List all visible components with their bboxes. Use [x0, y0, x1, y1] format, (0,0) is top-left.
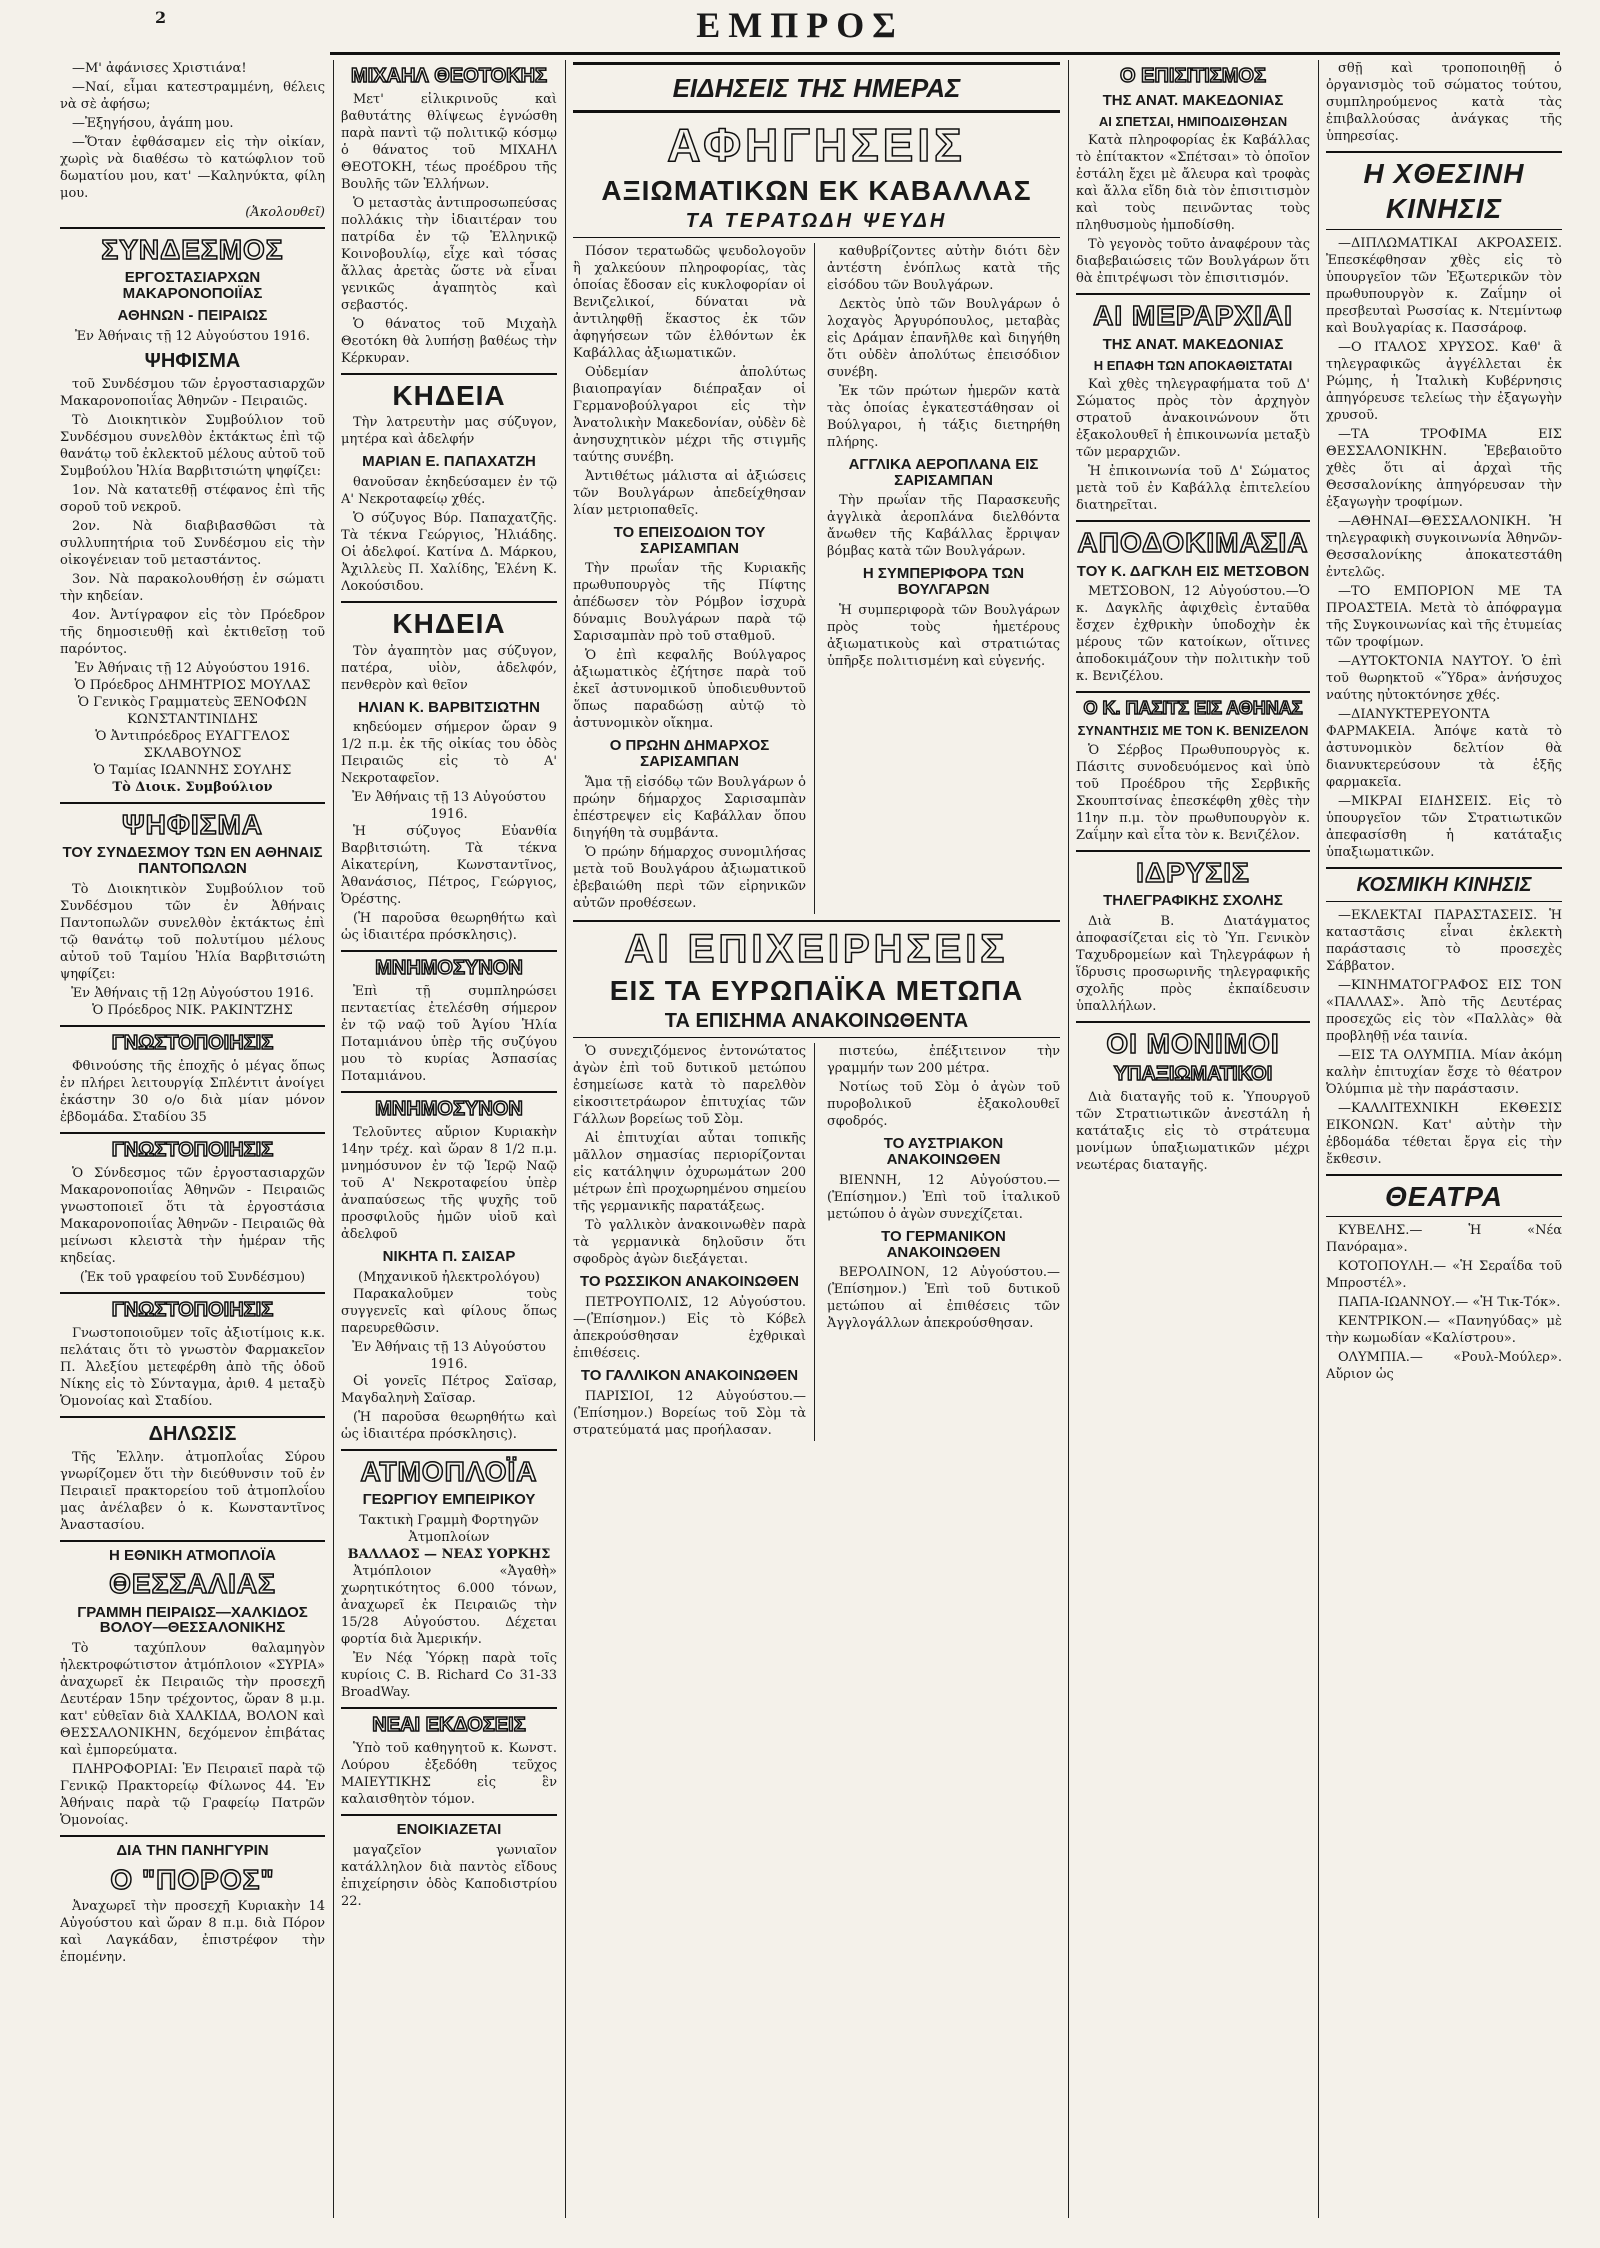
divider — [1326, 229, 1562, 230]
war-paragraph: πιστεύω, ἐπέξιτεινον τὴν γραμμήν των 200 μέτρα. — [827, 1044, 1060, 1077]
ethniki-body: Τὸ ταχύπλουν θαλαμηγὸν ἠλεκτροφώτιστον ἀτμόπλοιον «ΣΥΡΙΑ» ἀναχωρεῖ ἐκ Πειραιῶς τὴν προσεχῆ Δευτέραν 15ην τρέχοντος, ὥραν 8 μ.μ. κατ' εὐθεῖαν διὰ ΧΑΛΚΙΔΑ, ΒΟΛΟΝ καὶ ΘΕΣΣΑΛΟΝΙΚΗΝ, δεχόμενον ἐπιβάτας καὶ ἐμπορεύματα. — [60, 1641, 325, 1759]
divider — [60, 1025, 325, 1027]
divider — [341, 601, 557, 603]
story-paragraph: Τὴν πρωΐαν τῆς Παρασκευῆς ἀγγλικὰ ἀεροπλάνα διελθόντα ἄνωθεν τῆς Καβάλλας ἔρριψαν βόμβας κατὰ τῶν Βουλγάρων. — [827, 493, 1060, 560]
kinisis-item: —ΑΥΤΟΚΤΟΝΙΑ ΝΑΥΤΟΥ. Ὁ ἐπὶ τοῦ θωρηκτοῦ «Ὕδρα» ἀνήσυχος ναύτης ηὐτοκτόνησε χθές. — [1326, 653, 1562, 703]
theatra-item: ΠΑΠΑ-ΙΩΑΝΝΟΥ.— «Ἡ Τικ-Τόκ». — [1338, 1295, 1561, 1311]
kinisis-item: —ΤΑ ΤΡΟΦΙΜΑ ΕΙΣ ΘΕΣΣΑΛΟΝΙΚΗΝ. Ἐβεβαιοῦτο χθὲς ὅτι αἱ ἀρχαὶ τῆς Θεσσαλονίκης ἀπηγόρευσαν τὴν ἐξαγωγὴν τροφίμων. — [1326, 426, 1562, 510]
subheading-aeroplana: ΑΓΓΛΙΚΑ ΑΕΡΟΠΛΑΝΑ ΕΙΣ ΣΑΡΙΣΑΜΠΑΝ — [848, 455, 1039, 489]
center-columns — [573, 60, 1060, 2218]
psifisma2-date: Ἐν Ἀθήναις τῇ 12ῃ Αὐγούστου 1916. — [71, 985, 314, 1001]
war-right-story — [827, 1043, 1060, 1441]
divider — [60, 1292, 325, 1294]
subheading-french: ΤΟ ΓΑΛΛΙΚΟΝ ΑΝΑΚΟΙΝΩΘΕΝ — [580, 1367, 799, 1385]
war-paragraph: Τὸ γαλλικὸν ἀνακοινωθὲν παρὰ τὰ γερμανικὰ δηλοῦσιν ὅτι σφοδρὸς ἀγὼν διεξάγεται. — [573, 1218, 806, 1268]
psifisma2-subtitle: ΤΟΥ ΣΥΝΔΕΣΜΟΥ ΤΩΝ ΕΝ ΑΘΗΝΑΙΣ ΠΑΝΤΟΠΩΛΩΝ — [62, 844, 323, 877]
syndesmos-body: τοῦ Συνδέσμου τῶν ἐργοστασιαρχῶν Μακαρονοποιΐας Ἀθηνῶν - Πειραιῶς. — [60, 376, 325, 409]
divider — [341, 373, 557, 375]
divider — [60, 1416, 325, 1418]
ethniki-info: ΠΛΗΡΟΦΟΡΙΑΙ: Ἐν Πειραιεῖ παρὰ τῷ Γενικῷ Πρακτορείῳ Φίλωνος 44. Ἐν Ἀθήναις παρὰ τῷ Γραφείῳ Πατρῶν Ὁμονοίας. — [60, 1762, 325, 1829]
kinisis-title: Η ΧΘΕΣΙΝΗ — [1363, 158, 1525, 189]
epistratismos-body: Τὸ γεγονὸς τοῦτο ἀναφέρουν τὰς διαβεβαιώσεις τῶν Βουλγάρων ὅτι θὰ ἐπιτρέψωσι τὸν ἐπισιτισμόν. — [1076, 237, 1310, 287]
serial-continued: (Ἀκολουθεῖ) — [245, 205, 325, 220]
kideia2-title: ΚΗΔΕΙΑ — [392, 608, 506, 640]
center-story-columns — [573, 243, 1060, 914]
kideia2-body: κηδεύομεν σήμερον ὥραν 9 1/2 π.μ. ἐκ τῆς οἰκίας του ὁδὸς Πειραιῶς εἰς τὸ Α' Νεκροταφεῖον. — [341, 720, 557, 787]
kideia2-mourners: Ἡ σύζυγος Εὐανθία Βαρβιτσιώτη. Τὰ τέκνα Αἰκατερίνη, Κωνσταντῖνος, Ἀθανάσιος, Πέτρος, Γεώργιος, Ὀρέστης. — [341, 824, 557, 908]
kideia1-name: ΜΑΡΙΑΝ Ε. ΠΑΠΑΧΑΤΖΗ — [362, 453, 536, 471]
war-paragraph: Νοτίως τοῦ Σὸμ ὁ ἀγὼν τοῦ πυροβολικοῦ ἐξακολουθεῖ σφοδρός. — [827, 1080, 1060, 1130]
story-paragraph: Δεκτὸς ὑπὸ τῶν Βουλγάρων ὁ λοχαγὸς Ἀργυρόπουλος, μεταβὰς εἰς Δράμαν ἐπανῆλθε καὶ διηγήθη ὅτι οὐδὲν ἀπολύτως ἐπεισόδιον συνέβη. — [827, 296, 1060, 380]
center-left-story — [573, 243, 815, 914]
idrysis-title2: ΤΗΛΕΓΡΑΦΙΚΗΣ ΣΧΟΛΗΣ — [1103, 892, 1283, 910]
war-subheadline: ΤΑ ΕΠΙΣΗΜΑ ΑΝΑΚΟΙΝΩΘΕΝΤΑ — [664, 1010, 969, 1033]
column-rule — [1068, 60, 1069, 2218]
kideia1-mourners: Ὁ σύζυγος Βύρ. Παπαχατζῆς. Τὰ τέκνα Γεώργιος, Ἠλιάδης. Οἱ ἀδελφοί. Κατίνα Δ. Μάρκου, Ἀχιλλεὺς Π. Χαλίδης, Ἑλένη Κ. Λοκούσιδου. — [341, 511, 557, 595]
neai-body: Ὑπὸ τοῦ καθηγητοῦ κ. Κωνστ. Λούρου ἐξεδόθη τεῦχος ΜΑΙΕΥΤΙΚΗΣ εἰς ἓν καλαισθητὸν τόμον. — [341, 1741, 557, 1808]
divider — [1076, 691, 1310, 693]
serial-line: —Μ' ἀφάνισες Χριστιάνα! — [72, 61, 247, 76]
syndesmos-signature: Ὁ Ταμίας ΙΩΑΝΝΗΣ ΣΟΥΛΗΣ — [93, 762, 292, 778]
monimoi-title2: ΥΠΑΞΙΩΜΑΤΙΚΟΙ — [1113, 1063, 1273, 1086]
story-paragraph: καθυβρίζοντες αὐτὴν διότι δὲν ἀντέστη ἐνόπλως κατὰ τῆς εἰσόδου τῶν Βουλγάρων. — [827, 243, 1060, 293]
divider — [341, 1449, 557, 1451]
divider — [60, 1132, 325, 1134]
subheading-sarisamban: ΤΟ ΕΠΕΙΣΟΔΙΟΝ ΤΟΥ ΣΑΡΙΣΑΜΠΑΝ — [613, 523, 766, 557]
syndesmos-body: 2ον. Νὰ διαβιβασθῶσι τὰ συλλυπητήρια τοῦ Συνδέσμου εἰς τὴν οἰκογένειαν τοῦ μεταστάντος. — [60, 518, 325, 568]
theotokis-body: Μετ' εἰλικρινοῦς καὶ βαθυτάτης θλίψεως ἐγνώσθη παρὰ παντὶ τῷ πολιτικῷ κόσμῳ ὁ θάνατος τοῦ ΜΙΧΑΗΛ ΘΕΟΤΟΚΗ, τέως προέδρου τῆς Βουλῆς τῶν Ἑλλήνων. — [341, 92, 557, 192]
theatra-title: ΘΕΑΤΡΑ — [1384, 1180, 1504, 1212]
divider — [1326, 151, 1562, 153]
atmoploia-route: ΒΑΛΛΑΟΣ — ΝΕΑΣ ΥΟΡΚΗΣ — [347, 1547, 551, 1563]
atmoploia-info: Ἐν Νέᾳ Ὑόρκῃ παρὰ τοῖς κυρίοις C. B. Richard Co 31-33 BroadWay. — [341, 1651, 557, 1701]
story-paragraph: Ὁ ἐπὶ κεφαλῆς Βούλγαρος ἀξιωματικὸς ἐζήτησε παρὰ τοῦ ἐκεῖ ἀστυνομικοῦ ὑποδιευθυντοῦ ὅπως παραδώσῃ αὐτῷ τὸ ἀστυνομικὸν οἴκημα. — [573, 648, 806, 732]
theatra-item: ΚΟΤΟΠΟΥΛΗ.— «Ἡ Σεραΐδα τοῦ Μπροστέλ». — [1326, 1259, 1562, 1292]
gnostopoiisis1-title: ΓΝΩΣΤΟΠΟΙΗΣΙΣ — [111, 1031, 274, 1054]
enoikiazetai-body: μαγαζεῖον γωνιαῖον κατάλληλον διὰ παντὸς εἴδους ἐπιχείρησιν ὁδὸς Καποδιστρίου 22. — [341, 1842, 557, 1909]
pasitis-body: Ὁ Σέρβος Πρωθυπουργὸς κ. Πάσιτς συνοδευόμενος καὶ ὑπὸ τοῦ Προέδρου τῆς Σερβικῆς Σκουπτσίνας ἐπεσκέφθη χθὲς τὴν 11ην π.μ. τὸν πρωθυπουργὸν κ. Ζαΐμην καὶ εἶτα τὸν κ. Βενιζέλον. — [1076, 742, 1310, 843]
serial-line: —Ἐξηγήσου, ἀγάπη μου. — [72, 116, 234, 131]
divider — [341, 1091, 557, 1093]
gnostopoiisis3-body: Γνωστοποιοῦμεν τοῖς ἀξιοτίμοις κ.κ. πελάταις ὅτι τὸ γνωστὸν Φαρμακεῖον Π. Ἀλεξίου μετεφέρθη ἀπὸ τῆς ὁδοῦ Νίκης εἰς τὸ Σύνταγμα, ἀριθ. 4 μεταξὺ Ὁμονοίας καὶ Σταδίου. — [60, 1325, 325, 1409]
column-2 — [341, 60, 557, 2218]
serial-line: —Ὅταν ἐφθάσαμεν εἰς τὴν οἰκίαν, χωρὶς νὰ διαθέσω τὸ κατώφλιον τοῦ δωματίου μου, κατ' —Καληνύκτα, φίλη μου. — [60, 135, 325, 201]
divider — [573, 237, 1060, 238]
divider — [60, 802, 325, 804]
apodokimasia-sub: ΤΟΥ Κ. ΔΑΓΚΛΗ ΕΙΣ ΜΕΤΣΟΒΟΝ — [1076, 562, 1310, 580]
kinisis-item: —ΜΙΚΡΑΙ ΕΙΔΗΣΕΙΣ. Εἰς τὸ ὑπουργεῖον τῶν Στρατιωτικῶν ἀπεφασίσθη ἡ κατάταξις ὑπαξιωματικῶν. — [1326, 793, 1562, 860]
divider — [60, 227, 325, 229]
atmoploia-line: Τακτικὴ Γραμμὴ Φορτηγῶν Ἀτμοπλοίων — [359, 1513, 539, 1546]
syndesmos-body: 4ον. Ἀντίγραφον εἰς τὸν Πρόεδρον τῆς δημοσιευθῇ καὶ ἐκτιθεῖσῃ τοῦ παρόντος. — [60, 607, 325, 657]
mnimosynon2-title: ΜΝΗΜΟΣΥΝΟΝ — [375, 1098, 523, 1121]
dilosis-title: ΔΗΛΩΣΙΣ — [148, 1422, 237, 1445]
divider — [1326, 867, 1562, 869]
subheading-dimarchos: Ο ΠΡΩΗΝ ΔΗΜΑΡΧΟΣ ΣΑΡΙΣΑΜΠΑΝ — [609, 737, 770, 771]
headline-1: ΑΦΗΓΗΣΕΙΣ — [667, 119, 966, 172]
subheading-symperifora: Η ΣΥΜΠΕΡΙΦΟΡΑ ΤΩΝ ΒΟΥΛΓΑΡΩΝ — [862, 565, 1025, 599]
mnimosynon2-body2: Παρακαλοῦμεν τοὺς συγγενεῖς καὶ φίλους ὅπως παρευρεθῶσιν. — [341, 1287, 557, 1337]
war-paragraph: ΠΑΡΙΣΙΟΙ, 12 Αὐγούστου.—(Ἐπίσημον.) Βορείως τοῦ Σὸμ τὰ στρατεύματά μας προήλασαν. — [573, 1388, 806, 1438]
kideia2-intro: Τὸν ἀγαπητὸν μας σύζυγον, πατέρα, υἱὸν, ἀδελφόν, πενθερὸν καὶ θεῖον — [341, 643, 557, 693]
war-story-columns — [573, 1043, 1060, 1441]
page-number: 2 — [155, 8, 167, 27]
story-paragraph: Ἡ συμπεριφορὰ τῶν Βουλγάρων πρὸς τοὺς ἡμετέρους ἀξιωματικοὺς καὶ στρατιώτας ὑπῆρξε πολιτισμένη καὶ εὐγενής. — [827, 602, 1060, 669]
headline-2: ΑΞΙΩΜΑΤΙΚΩΝ ΕΚ ΚΑΒΑΛΛΑΣ — [601, 174, 1032, 206]
column-rule — [565, 60, 566, 2218]
psifisma2-body: Τὸ Διοικητικὸν Συμβούλιον τοῦ Συνδέσμου τῶν ἐν Ἀθήναις Παντοπωλῶν συνελθὸν ἐκτάκτως ἐπὶ τῷ θανάτῳ τοῦ πολυτίμου μέλους αὐτοῦ τοῦ Ταμίου Ἠλία Βαρβιτσιώτη ψηφίζει: — [60, 881, 325, 982]
syndesmos-date: Ἐν Ἀθήναις τῇ 12 Αὐγούστου 1916. — [74, 328, 311, 344]
divider — [573, 1037, 1060, 1038]
story-paragraph: Οὐδεμίαν ἀπολύτως βιαιοπραγίαν διέπραξαν οἱ Γερμανοβούλγαροι εἰς τὴν Ἀνατολικὴν Μακεδονίαν, οὐδὲν δὲ ἀνησυχητικὸν μέχρι τῆς στιγμῆς ταύτης συνέβη. — [573, 364, 806, 465]
theatra-item: ΚΕΝΤΡΙΚΟΝ.— «Πανηγύδας» μὲ τὴν κωμωδίαν «Καλίστρου». — [1326, 1314, 1562, 1347]
masthead-title: ΕΜΠΡΟΣ — [696, 5, 904, 45]
mnimosynon1-body: Ἐπὶ τῇ συμπληρώσει πενταετίας ἐτελέσθη σήμερον ἐν τῷ ναῷ τοῦ Ἁγίου Ἠλία Ποταμιάνου ὑπὲρ τῆς συζύγου μου τὸ κυρίας Ἀσπασίας Ποταμιάνου. — [341, 984, 557, 1085]
column-rule — [1318, 60, 1319, 2218]
epistratismos-sub: ΑΙ ΣΠΕΤΣΑΙ, ΗΜΙΠΟΔΙΣΘΗΣΑΝ — [1098, 113, 1288, 129]
kideia1-intro: Τὴν λατρευτὴν μας σύζυγον, μητέρα καὶ ἀδελφήν — [341, 415, 557, 448]
poros-body: Ἀναχωρεῖ τὴν προσεχῆ Κυριακὴν 14 Αὐγούστου καὶ ὥραν 8 π.μ. διὰ Πόρον καὶ Λαγκάδαν, ἐπιστρέφον τὴν ἑπομένην. — [60, 1899, 325, 1966]
column-6 — [1326, 60, 1562, 2218]
kideia2-name: ΗΛΙΑΝ Κ. ΒΑΡΒΙΤΣΙΩΤΗΝ — [358, 698, 540, 716]
neai-title: ΝΕΑΙ ΕΚΔΟΣΕΙΣ — [372, 1714, 526, 1737]
kinisis-item: —ΔΙΑΝΥΚΤΕΡΕΥΟΝΤΑ ΦΑΡΜΑΚΕΙΑ. Ἀπόψε κατὰ τὸ ἀστυνομικὸν δελτίον θὰ διανυκτερεύσουν τὰ ἑξῆς φαρμακεῖα. — [1326, 706, 1562, 790]
kosmiki-title: ΚΟΣΜΙΚΗ ΚΙΝΗΣΙΣ — [1356, 873, 1532, 896]
theatra-item: ΟΛΥΜΠΙΑ.— «Ρουλ-Μούλερ». Αὔριον ὡς — [1326, 1350, 1562, 1383]
kosmiki-item: —ΕΚΛΕΚΤΑΙ ΠΑΡΑΣΤΑΣΕΙΣ. Ἡ καταστᾶσις εἶναι ἐκλεκτὴ παράστασις τὸ προσεχὲς Σάββατον. — [1326, 907, 1562, 974]
kideia2-date: Ἐν Ἀθήναις τῇ 13 Αὐγούστου 1916. — [352, 790, 546, 823]
merarchiai-body: Ἡ ἐπικοινωνία τοῦ Δ' Σώματος μετὰ τοῦ ἐν Καβάλλᾳ ἐπιτελείου διατηρεῖται. — [1076, 464, 1310, 514]
gnostopoiisis2-title: ΓΝΩΣΤΟΠΟΙΗΣΙΣ — [111, 1138, 274, 1161]
syndesmos-body: 3ον. Νὰ παρακολουθήσῃ ἐν σώματι τὴν κηδείαν. — [60, 571, 325, 604]
epistratismos-title2: ΤΗΣ ΑΝΑΤ. ΜΑΚΕΔΟΝΙΑΣ — [1102, 92, 1284, 109]
atmoploia-name: ΓΕΩΡΓΙΟΥ ΕΜΠΕΙΡΙΚΟΥ — [362, 1491, 536, 1509]
mnimosynon2-note: (Ἡ παροῦσα θεωρηθήτω καὶ ὡς ἰδιαιτέρα πρόσκλησις). — [341, 1410, 557, 1443]
column-5 — [1076, 60, 1310, 2218]
merarchiai-body: Καὶ χθὲς τηλεγραφήματα τοῦ Δ' Σώματος πρὸς τὸν ἀρχηγὸν στρατοῦ ἀνακοινώνουν ὅτι ἐξακολουθεῖ ἡ ἐπικοινωνία μεταξὺ τῶν μεραρχιῶν. — [1076, 377, 1310, 461]
headline-3: ΤΑ ΤΕΡΑΤΩΔΗ ΨΕΥΔΗ — [685, 209, 948, 232]
gnostopoiisis3-title: ΓΝΩΣΤΟΠΟΙΗΣΙΣ — [111, 1298, 274, 1321]
syndesmos-psifisma: ΨΗΦΙΣΜΑ — [144, 349, 241, 372]
kideia2-note: (Ἡ παροῦσα θεωρηθήτω καὶ ὡς ἰδιαιτέρα πρόσκλησις). — [341, 911, 557, 944]
kideia1-body: θανοῦσαν ἐκηδεύσαμεν ἐν τῷ Α' Νεκροταφείῳ χθές. — [341, 475, 557, 508]
subheading-russian: ΤΟ ΡΩΣΣΙΚΟΝ ΑΝΑΚΟΙΝΩΘΕΝ — [579, 1273, 800, 1291]
psifisma2-signature: Ὁ Πρόεδρος ΝΙΚ. ΡΑΚΙΝΤΖΗΣ — [92, 1002, 293, 1018]
divider — [341, 1814, 557, 1816]
column-1 — [60, 60, 325, 2218]
syndesmos-place: ΑΘΗΝΩΝ - ΠΕΙΡΑΙΩΣ — [117, 306, 268, 324]
news-banner-box — [573, 62, 1060, 113]
gnostopoiisis2-body: Ὁ Σύνδεσμος τῶν ἐργοστασιαρχῶν Μακαρονοποιΐας Ἀθηνῶν - Πειραιῶς γνωστοποιεῖ ὅτι τὰ ἐργοστάσια Μακαρονοποιΐας Ἀθηνῶν - Πειραιῶς θὰ μείνωσι κλειστὰ τὴν ἡμέραν τῆς κηδείας. — [60, 1165, 325, 1266]
ethniki-title: Η ΕΘΝΙΚΗ ΑΤΜΟΠΛΟΪΑ — [109, 1546, 276, 1564]
theotokis-body: Ὁ μεταστὰς ἀντιπροσωπεύσας πολλάκις τὴν ἰδιαιτέραν του πατρίδα ἐν τῷ Ἑλληνικῷ Κοινοβουλίῳ, εἶχε καὶ τόσας ἄλλας ἀρετὰς ὥστε νὰ εἶναι γενικῶς ἀγαπητὸς καὶ σεβαστός. — [341, 196, 557, 313]
pasitis-sub: ΣΥΝΑΝΤΗΣΙΣ ΜΕ ΤΟΝ Κ. ΒΕΝΙΖΕΛΟΝ — [1077, 723, 1309, 739]
syndesmos-date2: Ἐν Ἀθήναις τῇ 12 Αὐγούστου 1916. — [74, 660, 311, 676]
poros-name: Ο "ΠΟΡΟΣ" — [110, 1863, 275, 1895]
syndesmos-signature: Τὸ Διοικ. Συμβούλιον — [112, 779, 273, 795]
dilosis-body: Τῆς Ἑλλην. ἀτμοπλοΐας Σύρου γνωρίζομεν ὅτι τὴν διεύθυνσιν τοῦ ἐν Πειραιεῖ πρακτορείου τοῦ ἀτμοπλοΐου μας ἀνέλαβεν ὁ κ. Κωνσταντῖνος Ἀναστασίου. — [60, 1449, 325, 1533]
story-paragraph: Ἅμα τῇ εἰσόδῳ τῶν Βουλγάρων ὁ πρώην δήμαρχος Σαρισαμπὰν ἐπέστρεψεν εἰς Καβάλλαν ὅπου διηγήθη τὰ συμβάντα. — [573, 774, 806, 841]
syndesmos-subtitle: ΕΡΓΟΣΤΑΣΙΑΡΧΩΝ ΜΑΚΑΡΟΝΟΠΟΙΪΑΣ — [122, 269, 263, 303]
carryover-text: σθῇ καὶ τροποποιηθῇ ὁ ὀργανισμὸς τοῦ σώματος τούτου, συμπληρούμενος κατὰ τὰς ἐπιβαλλούσας ἀνάγκας τῆς ὑπηρεσίας. — [1326, 61, 1562, 144]
center-right-story — [827, 243, 1060, 914]
mnimosynon2-role: (Μηχανικοῦ ἠλεκτρολόγου) — [358, 1270, 540, 1286]
kinisis-item: —Ο ΙΤΑΛΟΣ ΧΡΥΣΟΣ. Καθ' ἃ τηλεγραφικῶς ἀγγέλλεται ἐκ Ρώμης, ἡ Ἰταλικὴ Κυβέρνησις ἀπηγόρευσε τελείως τὴν ἐξαγωγὴν χρυσοῦ. — [1326, 339, 1562, 423]
merarchiai-title2: ΤΗΣ ΑΝΑΤ. ΜΑΚΕΔΟΝΙΑΣ — [1102, 335, 1284, 353]
subheading-austrian: ΤΟ ΑΥΣΤΡΙΑΚΟΝ ΑΝΑΚΟΙΝΩΘΕΝ — [883, 1135, 1004, 1169]
masthead-rule — [330, 52, 1560, 55]
war-left-story — [573, 1043, 815, 1441]
news-banner: ΕΙΔΗΣΕΙΣ ΤΗΣ ΗΜΕΡΑΣ — [672, 73, 961, 103]
syndesmos-title: ΣΥΝΔΕΣΜΟΣ — [101, 234, 284, 265]
enoikiazetai-title: ΕΝΟΙΚΙΑΖΕΤΑΙ — [396, 1821, 502, 1839]
mnimosynon2-name: ΝΙΚΗΤΑ Π. ΣΑΙΣΑΡ — [382, 1248, 516, 1266]
story-paragraph: Πόσον τερατωδῶς ψευδολογοῦν ἢ χαλκεύουν πληροφορίας, τὰς ὁποίας ἔδοσαν εἰς κυκλοφορίαν οἱ Βενιζελικοί, δύναται νὰ ἀντιληφθῇ ἕκαστος ἐκ τῶν ἀφηγήσεων τῶν ἐλθόντων ἐκ Καβάλλας ἀξιωματικῶν. — [573, 243, 806, 361]
subheading-german: ΤΟ ΓΕΡΜΑΝΙΚΟΝ ΑΝΑΚΟΙΝΩΘΕΝ — [881, 1227, 1006, 1261]
column-rule — [333, 60, 334, 2218]
war-headline: ΑΙ ΕΠΙΧΕΙΡΗΣΕΙΣ — [624, 926, 1009, 971]
divider — [341, 1707, 557, 1709]
pasitis-title: Ο Κ. ΠΑΣΙΤΣ ΕΙΣ ΑΘΗΝΑΣ — [1083, 698, 1303, 719]
war-paragraph: Αἱ ἐπιτυχίαι αὗται τοπικῆς μᾶλλον σημασίας περιορίζονται εἰς κατάληψιν ὀχυρωμάτων 200 μέτρων ἐπὶ προχωρημένου σημείου τῆς γερμανικῆς παρατάξεως. — [573, 1131, 806, 1215]
divider — [60, 1835, 325, 1837]
divider — [60, 1540, 325, 1542]
apodokimasia-title: ΑΠΟΔΟΚΙΜΑΣΙΑ — [1077, 527, 1309, 559]
ethniki-name: ΘΕΣΣΑΛΙΑΣ — [109, 1568, 276, 1600]
story-paragraph: Ἐκ τῶν πρώτων ἡμερῶν κατὰ τὰς ὁποίας ἐγκατεστάθησαν οἱ Βούλγαροι, ἡ τάξις διετηρήθη πλήρης. — [827, 383, 1060, 450]
war-paragraph: ΒΕΡΟΛΙΝΟΝ, 12 Αὐγούστου.—(Ἐπίσημον.) Ἐπὶ τοῦ δυτικοῦ μετώπου αἱ ἐπιθέσεις τῶν Ἀγγλογάλλων ἀπεκρούσθησαν. — [827, 1265, 1060, 1332]
atmoploia-body: Ἀτμόπλοιον «Ἀγαθὴ» χωρητικότητος 6.000 τόνων, ἀναχωρεῖ ἐκ Πειραιῶς τὴν 15/28 Αὐγούστου. Δέχεται φορτία διὰ Ἀμερικήν. — [341, 1564, 557, 1648]
merarchiai-title: ΑΙ ΜΕΡΑΡΧΙΑΙ — [1093, 300, 1293, 332]
story-paragraph: Τὴν πρωΐαν τῆς Κυριακῆς πρωθυπουργὸς τῆς Πίφτης ἀπέδωσεν τὸν Ρόμβον ἰσχυρὰ δύναμις Βουλγάρων παρὰ τῷ Σαρισαμπὰν πρὸ τοῦ σταθμοῦ. — [573, 561, 806, 645]
mnimosynon2-signature: Οἱ γονεῖς Πέτρος Σαϊσαρ, Μαγδαληνὴ Σαϊσαρ. — [341, 1374, 557, 1407]
war-headline-2: ΕΙΣ ΤΑ ΕΥΡΩΠΑΪΚΑ ΜΕΤΩΠΑ — [609, 974, 1024, 1006]
kinisis-item: —ΔΙΠΛΩΜΑΤΙΚΑΙ ΑΚΡΟΑΣΕΙΣ. Ἐπεσκέφθησαν χθὲς εἰς τὸ ὑπουργεῖον τῶν Ἐξωτερικῶν τὸν πρωθυπουργὸν κ. Ζαΐμην οἱ πρεσβευταὶ Ρωσσίας κ. Ντεμίντωφ καὶ Βουλγαρίας κ. Πασσάροφ. — [1326, 235, 1562, 336]
divider — [573, 920, 1060, 922]
atmoploia-title: ΑΤΜΟΠΛΟΪΑ — [360, 1456, 538, 1488]
psifisma2-title: ΨΗΦΙΣΜΑ — [122, 808, 263, 840]
kinisis-title2: ΚΙΝΗΣΙΣ — [1385, 193, 1503, 225]
syndesmos-body: Τὸ Διοικητικὸν Συμβούλιον τοῦ Συνδέσμου συνελθὸν ἐκτάκτως ἐπὶ τῷ θανάτῳ τοῦ ἐκλεκτοῦ μέλους αὐτοῦ τοῦ Συμβούλου Ἠλία Βαρβιτσιώτη ψηφίζει: — [60, 412, 325, 479]
kinisis-item: —ΤΟ ΕΜΠΟΡΙΟΝ ΜΕ ΤΑ ΠΡΟΑΣΤΕΙΑ. Μετὰ τὸ ἀπόφραγμα τῆς Συγκοινωνίας καὶ τῆς ἐτυμείας τῶν τροφίμων. — [1326, 583, 1562, 650]
monimoi-body: Διὰ διαταγῆς τοῦ κ. Ὑπουργοῦ τῶν Στρατιωτικῶν ἀνεστάλη ἡ κατάταξις εἰς τὸ στράτευμα μονίμων ὑπαξιωματικῶν μέχρι νεωτέρας διαταγῆς. — [1076, 1090, 1310, 1174]
poros-title: ΔΙΑ ΤΗΝ ΠΑΝΗΓΥΡΙΝ — [116, 1842, 269, 1860]
gnostopoiisis1-body: Φθινούσης τῆς ἐποχῆς ὁ μέγας ὅπως ἐν πλήρει λειτουργίᾳ Σπλέντιτ ἀνοίγει ἑκάστην 30 ο/ο διὰ μίαν μόνον ἑβδομάδα. Σταδίου 35 — [60, 1058, 325, 1125]
kosmiki-item: —ΚΑΛΛΙΤΕΧΝΙΚΗ ΕΚΘΕΣΙΣ ΕΙΚΟΝΩΝ. Κατ' αὐτὴν τὴν ἑβδομάδα τέθεται ἔργα εἰς τὴν ἔκθεσιν. — [1326, 1100, 1562, 1167]
war-paragraph: ΒΙΕΝΝΗ, 12 Αὐγούστου.—(Ἐπίσημον.) Ἐπὶ τοῦ ἰταλικοῦ μετώπου ὁ ἀγὼν συνεχίζεται. — [827, 1172, 1060, 1222]
theatra-item: ΚΥΒΕΛΗΣ.— Ἡ «Νέα Πανόραμα». — [1326, 1223, 1562, 1256]
kinisis-item: —ΑΘΗΝΑΙ—ΘΕΣΣΑΛΟΝΙΚΗ. Ἡ τηλεγραφικὴ συγκοινωνία Ἀθηνῶν-Θεσσαλονίκης ἀποκατεστάθη ἐντελῶς. — [1326, 513, 1562, 580]
kosmiki-item: —ΚΙΝΗΜΑΤΟΓΡΑΦΟΣ ΕΙΣ ΤΟΝ «ΠΑΛΛΑΣ». Ἀπὸ τῆς Δευτέρας προσεχῶς εἰς τὸν «Παλλὰς» θὰ προβληθῇ νέα ταινία. — [1326, 977, 1562, 1044]
apodokimasia-body: ΜΕΤΣΟΒΟΝ, 12 Αὐγούστου.—Ὁ κ. Δαγκλῆς ἀφιχθεὶς ἐνταῦθα ἔσχεν ἐχθρικὴν ὑποδοχὴν ἐκ μέρους τῶν κατοίκων, οἵτινες ἀποδοκιμάζουν τὴν πολιτικὴν τοῦ κ. Βενιζέλου. — [1076, 584, 1310, 685]
theotokis-title: ΜΙΧΑΗΛ ΘΕΟΤΟΚΗΣ — [350, 65, 548, 87]
story-paragraph: Ὁ πρώην δήμαρχος συνομιλήσας μετὰ τοῦ Βουλγάρου ἀξιωματικοῦ ἐβεβαιώθη περὶ τῶν εἰρηνικῶν αὐτῶν προθέσεων. — [573, 844, 806, 911]
idrysis-body: Διὰ Β. Διατάγματος ἀποφασίζεται εἰς τὸ Ὑπ. Γενικὸν Ταχυδρομείων καὶ Τηλεγράφων ἡ ἵδρυσις προσωρινῆς τηλεγραφικῆς σχολῆς πρὸς ἐκπαίδευσιν ὑπαλλήλων. — [1076, 913, 1310, 1014]
idrysis-title: ΙΔΡΥΣΙΣ — [1136, 856, 1250, 888]
war-paragraph: Ὁ συνεχιζόμενος ἐντονώτατος ἀγὼν ἐπὶ τοῦ δυτικοῦ μετώπου ἐσημείωσε κατὰ τὸ παρελθὸν εἰκοσιτετράωρον ἐπιτυχίας τῶν Γάλλων βορείως τοῦ Σὸμ. — [573, 1044, 806, 1128]
mnimosynon2-date: Ἐν Ἀθήναις τῇ 13 Αὐγούστου 1916. — [352, 1340, 546, 1373]
syndesmos-signature: Ὁ Γενικὸς Γραμματεὺς ΞΕΝΟΦΩΝ ΚΩΝΣΤΑΝΤΙΝΙΔΗΣ — [77, 694, 308, 727]
mnimosynon2-body: Τελοῦντες αὔριον Κυριακὴν 14ην τρέχ. καὶ ὥραν 8 1/2 π.μ. μνημόσυνον ἐν τῷ Ἱερῷ Ναῷ τοῦ Α' Νεκροταφείου ὑπὲρ ἀναπαύσεως τῆς ψυχῆς τοῦ προσφιλοῦς ἡμῶν υἱοῦ καὶ ἀδελφοῦ — [341, 1125, 557, 1243]
divider — [1076, 1021, 1310, 1023]
syndesmos-signature: Ὁ Ἀντιπρόεδρος ΕΥΑΓΓΕΛΟΣ ΣΚΛΑΒΟΥΝΟΣ — [95, 728, 290, 761]
divider — [1076, 850, 1310, 852]
theotokis-body: Ὁ θάνατος τοῦ Μιχαὴλ Θεοτόκη θὰ λυπήσῃ βαθέως τὴν Κέρκυραν. — [341, 317, 557, 366]
serial-line: —Ναί, εἶμαι κατεστραμμένη, θέλεις νὰ σὲ ἀφήσω; — [60, 80, 325, 112]
ethniki-line: ΓΡΑΜΜΗ ΠΕΙΡΑΙΩΣ—ΧΑΛΚΙΔΟΣ ΒΟΛΟΥ—ΘΕΣΣΑΛΟΝΙΚΗΣ — [77, 1603, 308, 1637]
gnostopoiisis2-signature: (Ἐκ τοῦ γραφείου τοῦ Συνδέσμου) — [79, 1269, 306, 1285]
epistratismos-body: Κατὰ πληροφορίας ἐκ Καβάλλας τὸ ἐπίτακτον «Σπέτσαι» τὸ ὁποῖον ἐστάλη ἔχει μὲ ἄλευρα καὶ τροφὰς καὶ ἄλλα εἴδη διὰ τὸν ἐπισιτισμὸν καὶ τοὺς πεινῶντας τοὺς πληθυσμοὺς ἠμποδίσθη. — [1076, 133, 1310, 234]
kosmiki-item: —ΕΙΣ ΤΑ ΟΛΥΜΠΙΑ. Μίαν ἀκόμη καλὴν ἐπιτυχίαν ἔσχε τὸ θέατρον Ὀλύμπια μὲ τὴν παράστασιν. — [1326, 1047, 1562, 1097]
divider — [1326, 1216, 1562, 1217]
divider — [1326, 901, 1562, 902]
epistratismos-title: Ο ΕΠΙΣΙΤΙΣΜΟΣ — [1119, 65, 1266, 87]
kideia1-title: ΚΗΔΕΙΑ — [392, 380, 506, 411]
mnimosynon1-title: ΜΝΗΜΟΣΥΝΟΝ — [375, 957, 523, 980]
story-paragraph: Ἀντιθέτως μάλιστα αἱ ἀξιώσεις τῶν Βουλγάρων ἀπεδείχθησαν λίαν μετριοπαθεῖς. — [573, 468, 806, 518]
divider — [1326, 1174, 1562, 1176]
syndesmos-signature: Ὁ Πρόεδρος ΔΗΜΗΤΡΙΟΣ ΜΟΥΛΑΣ — [74, 677, 311, 693]
war-paragraph: ΠΕΤΡΟΥΠΟΛΙΣ, 12 Αὐγούστου.—(Ἐπίσημον.) Εἰς τὸ Κόβελ ἀπεκρούσθησαν ἐχθρικαὶ ἐπιθέσεις. — [573, 1295, 806, 1362]
syndesmos-body: 1ον. Νὰ κατατεθῇ στέφανος ἐπὶ τῆς σοροῦ τοῦ νεκροῦ. — [60, 482, 325, 515]
monimoi-title: ΟΙ ΜΟΝΙΜΟΙ — [1106, 1027, 1280, 1059]
divider — [341, 950, 557, 952]
merarchiai-sub: Η ΕΠΑΦΗ ΤΩΝ ΑΠΟΚΑΘΙΣΤΑΤΑΙ — [1093, 357, 1293, 373]
divider — [1076, 293, 1310, 295]
divider — [1076, 520, 1310, 522]
